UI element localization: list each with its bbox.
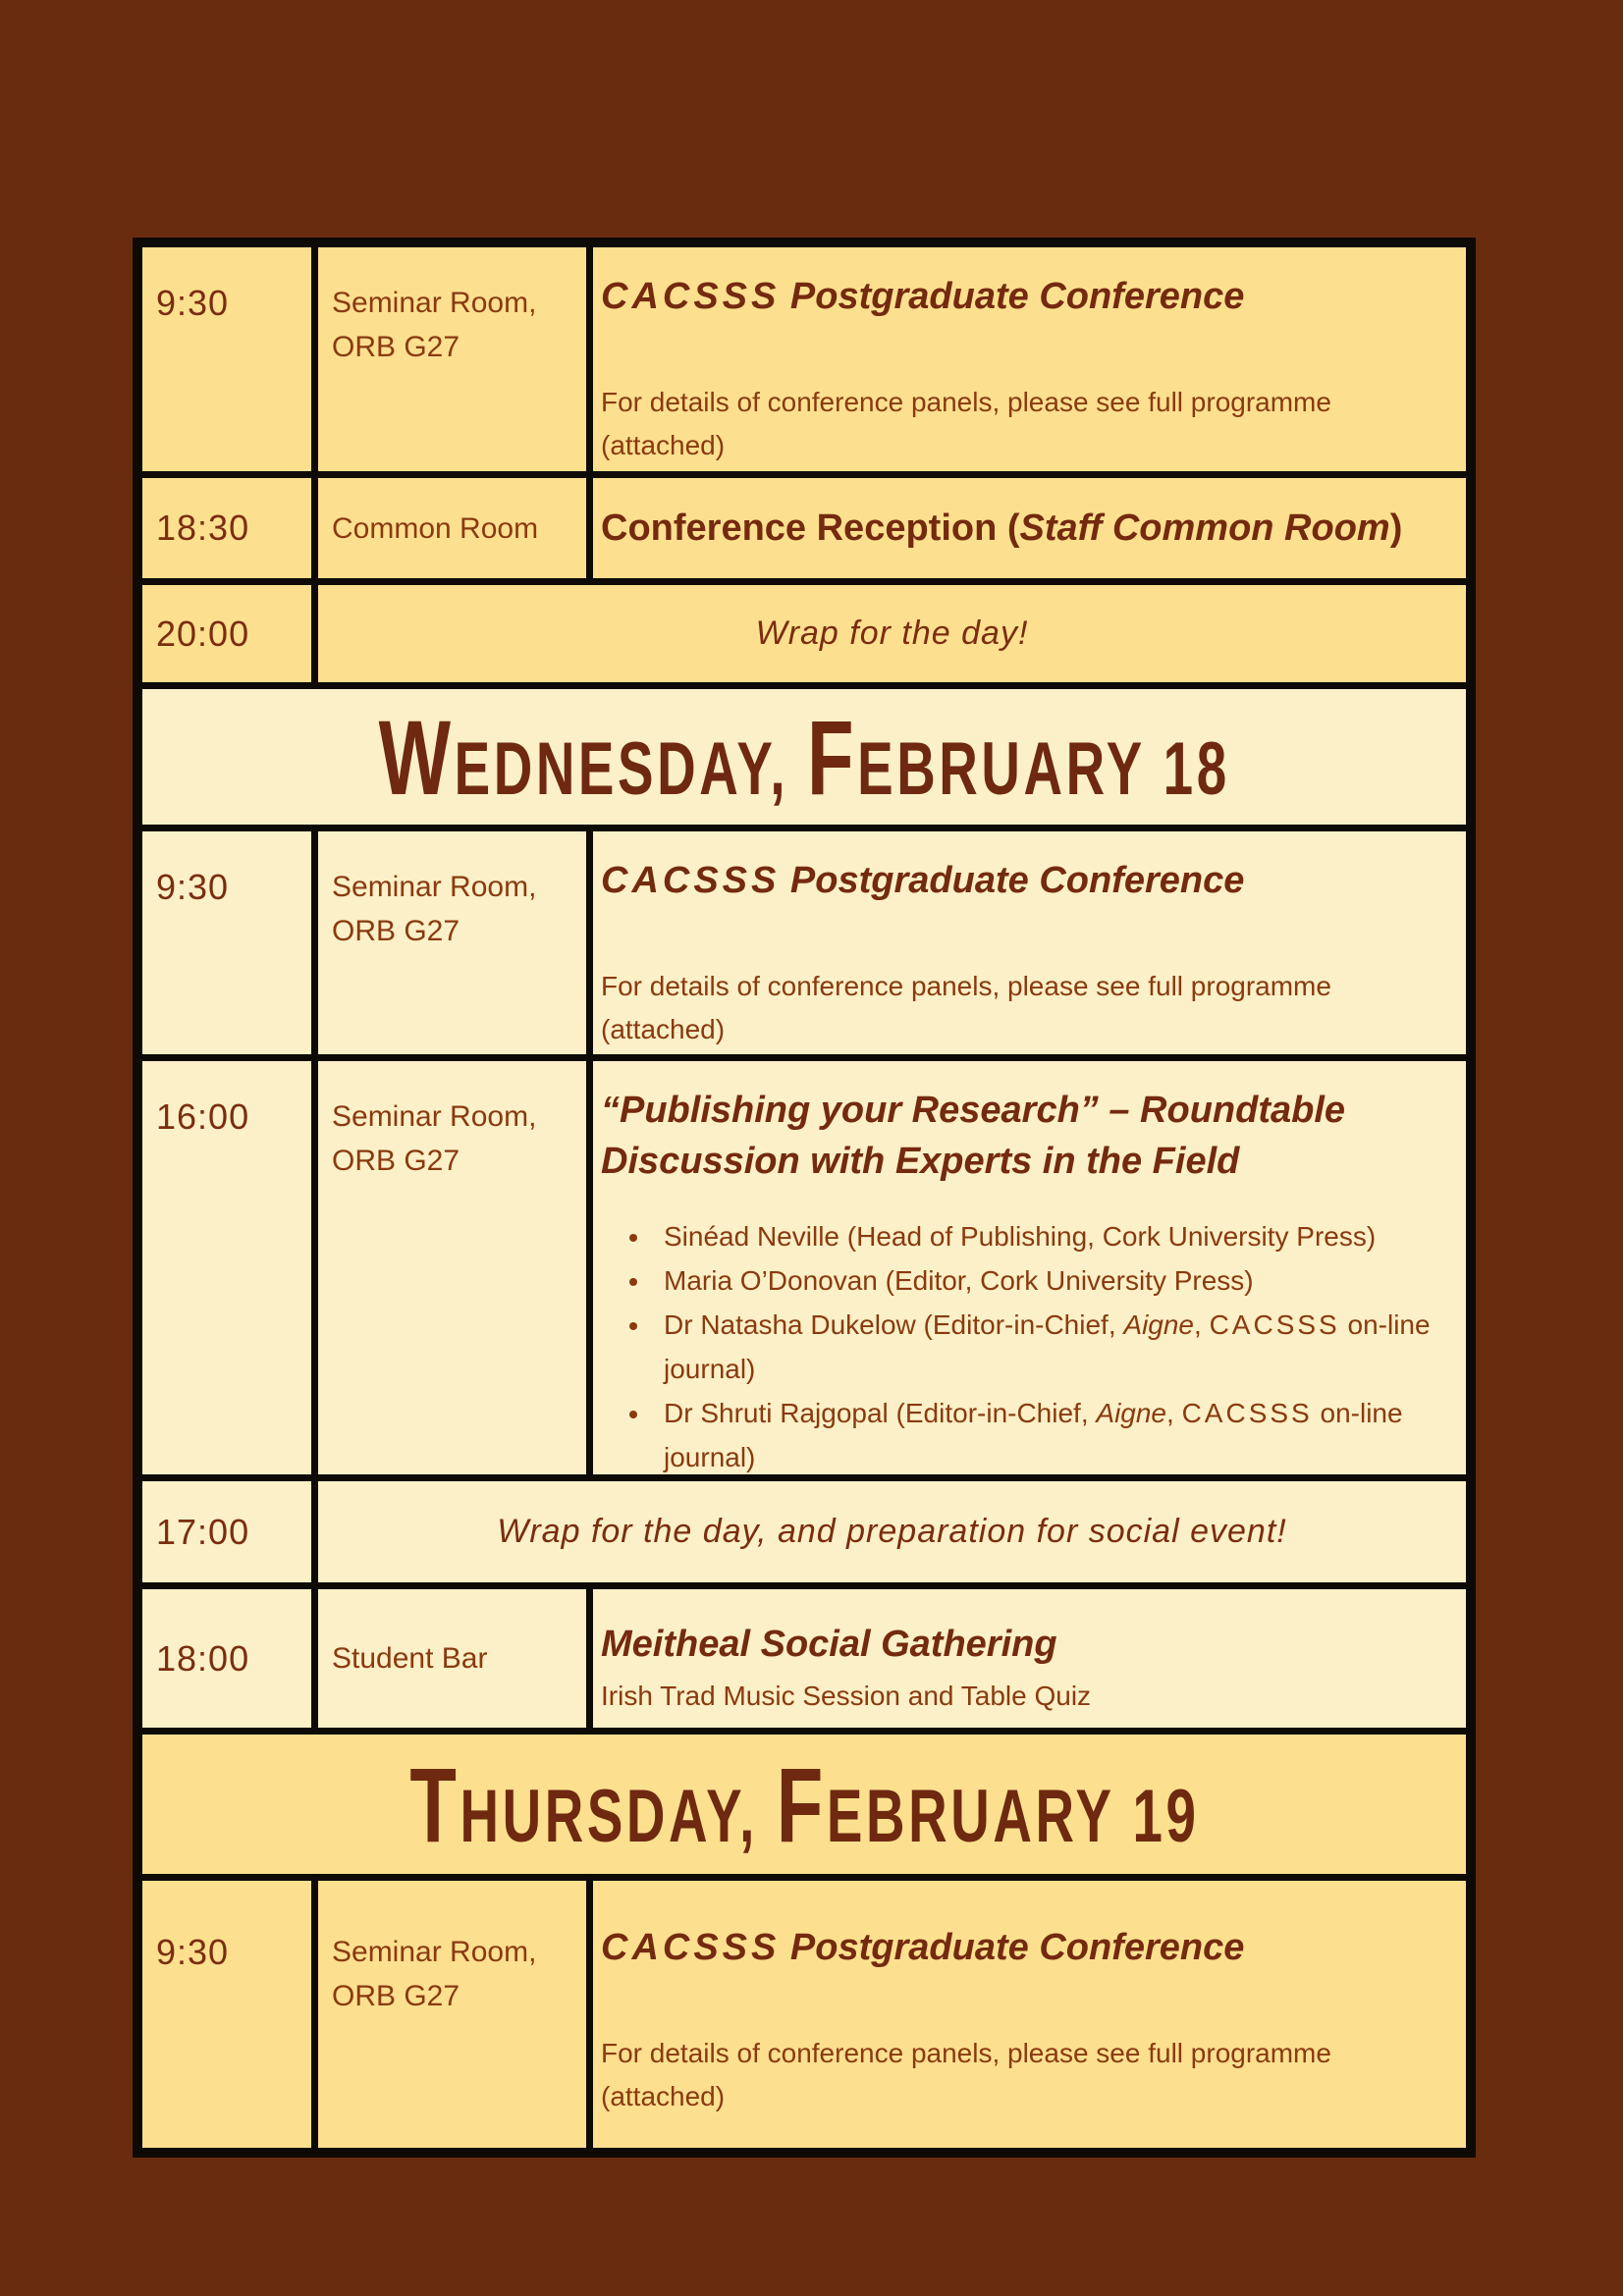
tuesday-930-event bbox=[593, 247, 1466, 471]
wednesday-1600-time: 16:00 bbox=[142, 1061, 311, 1474]
wednesday-930-event bbox=[593, 831, 1466, 1054]
wednesday-header-text bbox=[378, 696, 1229, 819]
speaker-item bbox=[652, 1391, 1436, 1474]
org-acronym: CACSSS bbox=[1181, 1398, 1313, 1428]
event-description: For details of conference panels, please see full programme (attached) bbox=[601, 971, 1331, 1044]
wednesday-header bbox=[142, 689, 1466, 825]
speaker-text: Maria O’Donovan (Editor, Cork University Press) bbox=[664, 1265, 1254, 1296]
speaker-text: on-line journal) bbox=[664, 1398, 1403, 1472]
room-line1: Seminar Room, bbox=[332, 871, 537, 903]
event-title: “Publishing your Research” – Roundtable Discussion with Experts in the Field bbox=[601, 1090, 1346, 1182]
event-title bbox=[601, 1922, 1436, 1973]
room-line2: ORB G27 bbox=[332, 1980, 460, 2012]
wednesday-1600-room bbox=[318, 1061, 586, 1474]
speaker-item bbox=[652, 1258, 1436, 1303]
room-line2: ORB G27 bbox=[332, 1145, 460, 1177]
speaker-text: on-line journal) bbox=[664, 1309, 1431, 1384]
wednesday-930-time: 9:30 bbox=[142, 831, 311, 1054]
tuesday-wrap-note: Wrap for the day! bbox=[318, 585, 1466, 682]
speaker-list bbox=[601, 1214, 1436, 1474]
journal-name: Aigne bbox=[1096, 1398, 1167, 1428]
wednesday-wrap-note: Wrap for the day, and preparation for social event! bbox=[318, 1481, 1466, 1582]
event-title bbox=[601, 271, 1436, 322]
event-title-pre: Conference Reception ( bbox=[601, 507, 1020, 549]
speaker-text: , bbox=[1166, 1398, 1182, 1428]
header-initial: F bbox=[776, 1744, 827, 1864]
room-line1: Seminar Room, bbox=[332, 1936, 537, 1968]
thursday-930-event bbox=[593, 1881, 1466, 2148]
thursday-header-text bbox=[409, 1743, 1199, 1866]
thursday-930-time: 9:30 bbox=[142, 1881, 311, 2148]
tuesday-1830-room: Common Room bbox=[318, 478, 586, 578]
event-title-acronym: CACSSS bbox=[601, 1927, 781, 1968]
tuesday-2000-time: 20:00 bbox=[142, 585, 311, 682]
header-smallcaps: EBRUARY 19 bbox=[826, 1774, 1200, 1858]
room-line2: ORB G27 bbox=[332, 331, 460, 363]
header-initial: W bbox=[378, 697, 455, 817]
event-title: Meitheal Social Gathering bbox=[601, 1624, 1057, 1665]
header-smallcaps: EDNESDAY, bbox=[454, 726, 807, 811]
wednesday-1700-time: 17:00 bbox=[142, 1481, 311, 1582]
tuesday-1830-time: 18:30 bbox=[142, 478, 311, 578]
header-smallcaps: HURSDAY, bbox=[460, 1774, 777, 1858]
event-title-rest: Postgraduate Conference bbox=[780, 276, 1245, 317]
event-description: For details of conference panels, please see full programme (attached) bbox=[601, 2038, 1331, 2111]
room-line1: Seminar Room, bbox=[332, 287, 537, 319]
speaker-text: , bbox=[1194, 1309, 1210, 1340]
header-initial: F bbox=[806, 697, 857, 817]
event-description: For details of conference panels, please see full programme (attached) bbox=[601, 387, 1331, 460]
tuesday-1830-event bbox=[593, 478, 1466, 578]
wednesday-1800-room: Student Bar bbox=[318, 1589, 586, 1728]
wednesday-930-room bbox=[318, 831, 586, 1054]
schedule-table bbox=[133, 238, 1476, 2158]
event-title-italic: Staff Common Room bbox=[1019, 507, 1390, 549]
speaker-text: Dr Natasha Dukelow (Editor-in-Chief, bbox=[664, 1309, 1124, 1340]
org-acronym: CACSSS bbox=[1209, 1309, 1340, 1340]
event-title-acronym: CACSSS bbox=[601, 860, 781, 901]
header-smallcaps: EBRUARY 18 bbox=[856, 726, 1230, 811]
journal-name: Aigne bbox=[1123, 1309, 1195, 1340]
event-title-rest: Postgraduate Conference bbox=[780, 1927, 1245, 1968]
speaker-item bbox=[652, 1303, 1436, 1391]
header-initial: T bbox=[408, 1744, 460, 1864]
event-title-post: ) bbox=[1389, 507, 1403, 549]
event-title-acronym: CACSSS bbox=[601, 276, 781, 317]
thursday-930-room bbox=[318, 1881, 586, 2148]
wednesday-1800-event bbox=[593, 1589, 1466, 1728]
event-subtitle: Irish Trad Music Session and Table Quiz bbox=[601, 1681, 1092, 1711]
event-title bbox=[601, 503, 1402, 554]
speaker-item bbox=[652, 1214, 1436, 1258]
event-title-rest: Postgraduate Conference bbox=[780, 860, 1245, 901]
wednesday-1600-event bbox=[593, 1061, 1466, 1474]
wednesday-1800-time: 18:00 bbox=[142, 1589, 311, 1728]
tuesday-930-time: 9:30 bbox=[142, 247, 311, 471]
room-line2: ORB G27 bbox=[332, 915, 460, 947]
thursday-header bbox=[142, 1735, 1466, 1874]
speaker-text: Sinéad Neville (Head of Publishing, Cork University Press) bbox=[664, 1221, 1377, 1252]
speaker-text: Dr Shruti Rajgopal (Editor-in-Chief, bbox=[664, 1398, 1097, 1428]
room-line1: Seminar Room, bbox=[332, 1100, 537, 1133]
tuesday-930-room bbox=[318, 247, 586, 471]
event-title bbox=[601, 855, 1436, 906]
